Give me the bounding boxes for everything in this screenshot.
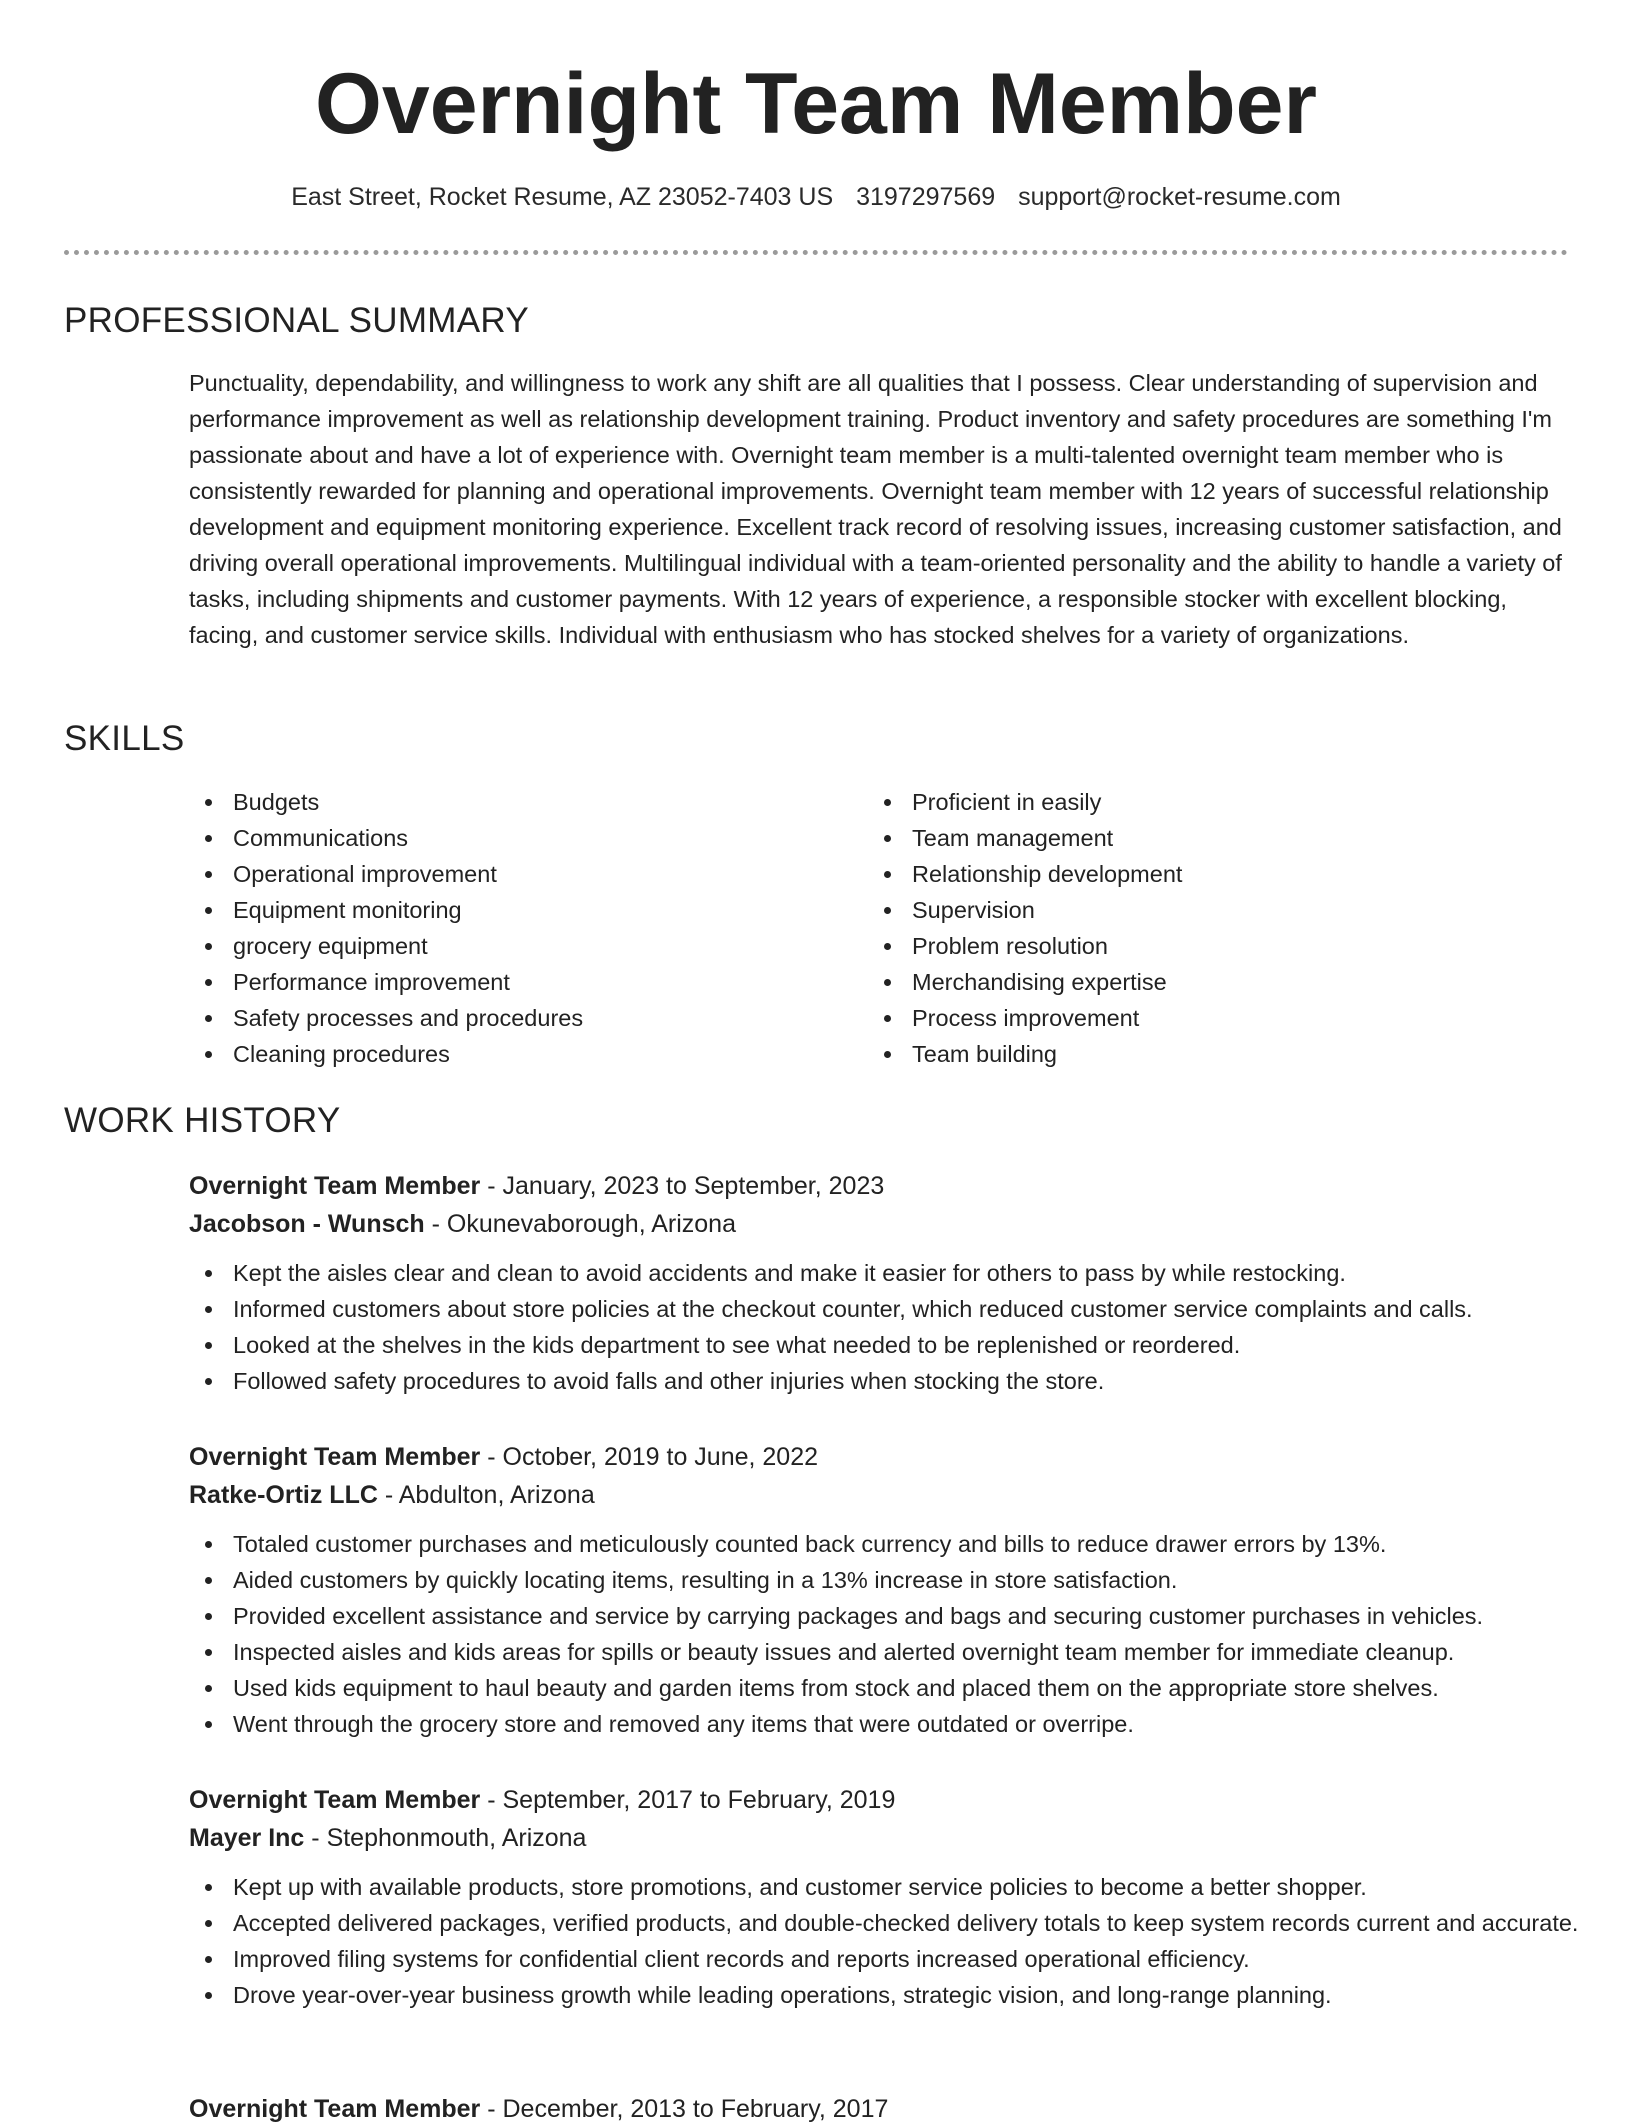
job-bullet: Accepted delivered packages, verified products, and double-checked delivery totals to keep system records current and accurate. [189, 1905, 1579, 1941]
job-location: Okunevaborough, Arizona [446, 1210, 736, 1238]
header-divider [64, 250, 1568, 255]
skill-item: Cleaning procedures [189, 1036, 583, 1072]
contact-email: support@rocket-resume.com [1018, 183, 1341, 211]
job-bullets [189, 1255, 1579, 1399]
job-bullet: Aided customers by quickly locating items, resulting in a 13% increase in store satisfaction. [189, 1562, 1579, 1598]
job-company: Mayer Inc [189, 1824, 305, 1852]
job-company-line [189, 1476, 1579, 1514]
job-bullet: Went through the grocery store and removed any items that were outdated or overripe. [189, 1706, 1579, 1742]
job-company-line [189, 1819, 1579, 1857]
job-title-line [189, 1167, 1579, 1205]
skills-list-left [189, 784, 583, 1072]
job-separator: - [480, 1172, 503, 1200]
job-bullet: Kept up with available products, store promotions, and customer service policies to become a better shopper. [189, 1869, 1579, 1905]
skill-item: Relationship development [868, 856, 1182, 892]
job-title: Overnight Team Member [189, 2095, 481, 2123]
job-bullet: Provided excellent assistance and service by carrying packages and bags and securing customer purchases in vehicles. [189, 1598, 1579, 1634]
job-separator: - [480, 1443, 503, 1471]
skill-item: Problem resolution [868, 928, 1182, 964]
job-bullet: Inspected aisles and kids areas for spills or beauty issues and alerted overnight team member for immediate cleanup. [189, 1634, 1579, 1670]
skill-item: Communications [189, 820, 583, 856]
candidate-name: Overnight Team Member [315, 56, 1317, 152]
job-separator: - [480, 1786, 503, 1814]
job-location: Abdulton, Arizona [398, 1481, 595, 1509]
skill-item: Process improvement [868, 1000, 1182, 1036]
job-bullet: Looked at the shelves in the kids department to see what needed to be replenished or reordered. [189, 1327, 1579, 1363]
skill-item: grocery equipment [189, 928, 583, 964]
contact-address: East Street, Rocket Resume, AZ 23052-7403 US [291, 183, 834, 211]
job-company: Jacobson - Wunsch [189, 1210, 425, 1238]
skill-item: Budgets [189, 784, 583, 820]
job-title-line [189, 2090, 1579, 2128]
job-bullet: Kept the aisles clear and clean to avoid accidents and make it easier for others to pass by while restocking. [189, 1255, 1579, 1291]
job-entry [189, 1167, 1579, 1399]
job-bullet: Improved filing systems for confidential client records and reports increased operational efficiency. [189, 1941, 1579, 1977]
contact-phone: 3197297569 [856, 183, 996, 211]
skill-item: Team management [868, 820, 1182, 856]
section-title-skills: SKILLS [64, 719, 185, 758]
job-company-line [189, 1205, 1579, 1243]
job-dates: December, 2013 to February, 2017 [502, 2095, 889, 2123]
job-bullets [189, 1869, 1579, 2013]
job-bullet: Followed safety procedures to avoid falls and other injuries when stocking the store. [189, 1363, 1579, 1399]
job-bullet: Used kids equipment to haul beauty and garden items from stock and placed them on the appropriate store shelves. [189, 1670, 1579, 1706]
job-title-line [189, 1781, 1579, 1819]
contact-line [0, 180, 1632, 214]
job-title: Overnight Team Member [189, 1172, 481, 1200]
summary-text: Punctuality, dependability, and willingness to work any shift are all qualities that I possess. Clear understanding of supervision and performance improvement as well as relationship development training. Product inventory and safety procedures are something I'm passionate about and have a lot of experience with. Overnight team member is a multi-talented overnight team member who is consistently rewarded for planning and operational improvements. Overnight team member with 12 years of successful relationship development and equipment monitoring experience. Excellent track record of resolving issues, increasing customer satisfaction, and driving overall operational improvements. Multilingual individual with a team-oriented personality and the ability to handle a variety of tasks, including shipments and customer payments. With 12 years of experience, a responsible stocker with excellent blocking, facing, and customer service skills. Individual with enthusiasm who has stocked shelves for a variety of organizations. [189, 370, 1562, 648]
skill-item: Supervision [868, 892, 1182, 928]
job-title: Overnight Team Member [189, 1786, 481, 1814]
job-location: Stephonmouth, Arizona [326, 1824, 587, 1852]
job-company: Ratke-Ortiz LLC [189, 1481, 378, 1509]
job-dates: September, 2017 to February, 2019 [502, 1786, 896, 1814]
job-separator: - [480, 2095, 503, 2123]
job-dates: October, 2019 to June, 2022 [502, 1443, 819, 1471]
job-dates: January, 2023 to September, 2023 [502, 1172, 885, 1200]
skill-item: Merchandising expertise [868, 964, 1182, 1000]
job-title-line [189, 1438, 1579, 1476]
skill-item: Team building [868, 1036, 1182, 1072]
job-separator: - [304, 1824, 327, 1852]
job-separator: - [424, 1210, 447, 1238]
job-entry [189, 1781, 1579, 2013]
job-separator: - [377, 1481, 399, 1509]
job-bullets [189, 1526, 1579, 1742]
job-bullet: Informed customers about store policies at the checkout counter, which reduced customer service complaints and calls. [189, 1291, 1579, 1327]
job-bullet: Drove year-over-year business growth while leading operations, strategic vision, and long-range planning. [189, 1977, 1579, 2013]
skill-item: Operational improvement [189, 856, 583, 892]
skills-list-right [868, 784, 1182, 1072]
skill-item: Equipment monitoring [189, 892, 583, 928]
skill-item: Performance improvement [189, 964, 583, 1000]
section-title-work-history: WORK HISTORY [64, 1101, 341, 1140]
skill-item: Proficient in easily [868, 784, 1182, 820]
job-bullet: Totaled customer purchases and meticulously counted back currency and bills to reduce drawer errors by 13%. [189, 1526, 1579, 1562]
skill-item: Safety processes and procedures [189, 1000, 583, 1036]
section-title-summary: PROFESSIONAL SUMMARY [64, 301, 529, 340]
job-entry [189, 1438, 1579, 1742]
job-title: Overnight Team Member [189, 1443, 481, 1471]
job-entry [189, 2090, 1579, 2128]
